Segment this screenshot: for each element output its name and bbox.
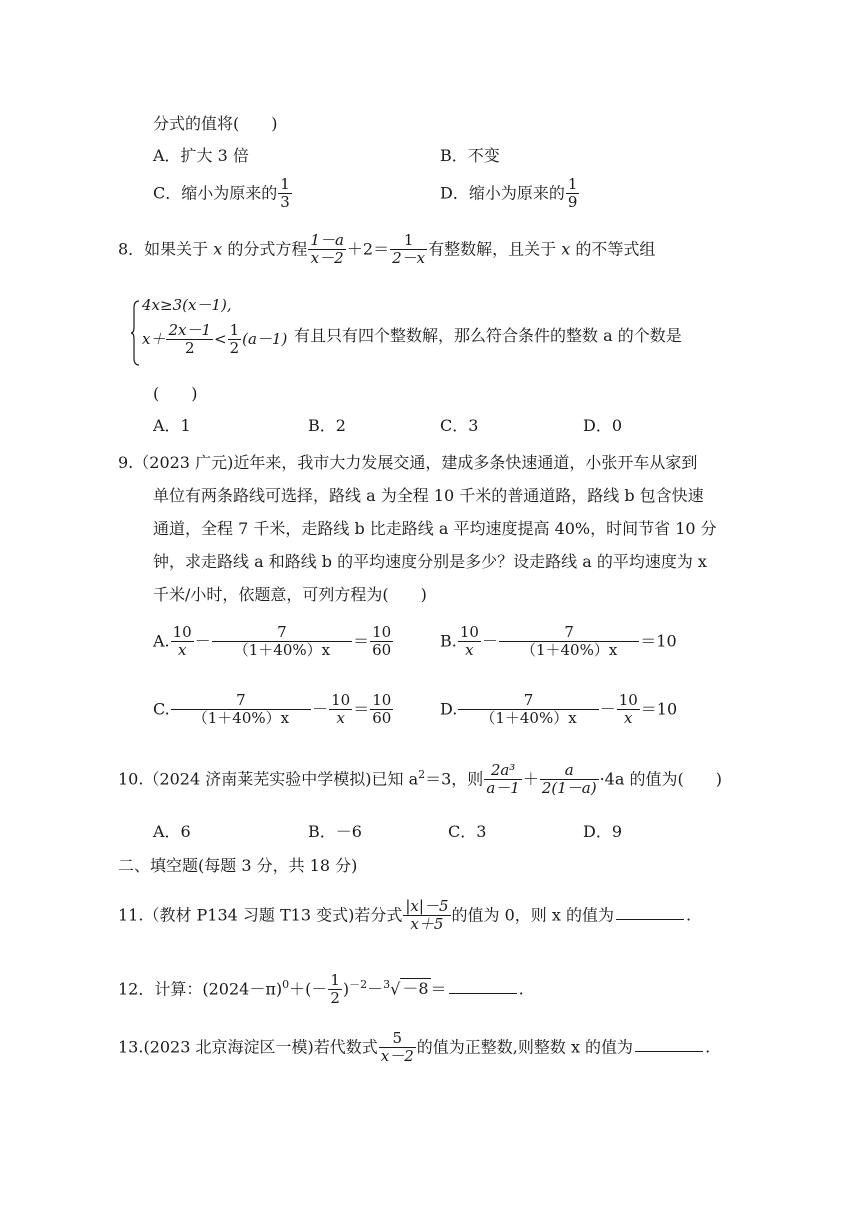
q7-stem: 分式的值将( ) (153, 114, 278, 133)
q8-option-a: A．1 (153, 416, 191, 435)
cube-root: －8 (402, 979, 429, 999)
q12: 12．计算：$(2024-\pi)^0+(-$ $\frac{1}{2}$ )$^{-2}$－$^3$√ －8 ＝ . (118, 971, 524, 1008)
q9-line-2: 单位有两条路线可选择，路线 a 为全程 10 千米的普通道路，路线 b 包含快速 (153, 486, 704, 505)
q9-line-1: 9.（2023 广元)近年来，我市大力发展交通，建成多条快速通道，小张开车从家到 (118, 453, 698, 472)
q8-answer-paren: ( ) (153, 384, 198, 403)
q12-fraction: $\frac{1}{2}$ (330, 971, 340, 1008)
q8-fraction-2: $\frac{1}{2-x}$ (392, 231, 426, 268)
q10-stem: 10.（2024 济南莱芜实验中学模拟)已知 $a^2=3$，则 $\frac{\text{2a³}}{a-1}$ ＋ $\frac{a}{2(1-a)}$ ·4a 的值为( ) (118, 761, 722, 798)
q13-answer-blank[interactable] (635, 1051, 703, 1052)
q8-option-c: C．3 (440, 416, 479, 435)
q7-option-a: A．扩大 3 倍 (153, 146, 249, 165)
q11: 11.（教材 P134 习题 T13 变式)若分式 $\frac{|x|-5}{x+5}$ 的值为 0，则 x 的值为 . (118, 897, 692, 934)
q9-line-3: 通道，全程 7 千米，走路线 b 比走路线 a 平均速度提高 40%，时间节省 10 分 (153, 519, 717, 538)
q13-fraction: $\frac{5}{x-2}$ (380, 1029, 414, 1066)
q9-line-4: 钟，求走路线 a 和路线 b 的平均速度分别是多少？设走路线 a 的平均速度为 x (153, 552, 707, 571)
q11-fraction: $\frac{|x|-5}{x+5}$ (405, 897, 449, 934)
q8-sys-half: $\frac{1}{2}$ (229, 321, 240, 358)
fraction-one-ninth: $\frac{1}{9}$ (567, 175, 578, 212)
q8-line2-tail: 有且只有四个整数解，那么符合条件的整数 a 的个数是 (294, 326, 682, 345)
system-brace (130, 300, 140, 366)
section-heading: 二、填空题(每题 3 分，共 18 分) (118, 856, 358, 875)
q7-option-c-text: C．缩小为原来的 (153, 183, 278, 203)
q9-option-b: B. $\frac{10}{x}$ － $\frac{7}{(1+40\%)x}$ ＝10 (440, 623, 677, 660)
q8-sys-fraction: $\frac{2x-1}{2}$ (168, 321, 212, 358)
q12-answer-blank[interactable] (449, 993, 517, 994)
q8-fraction-1: $\frac{1-a}{x-2}$ (310, 231, 344, 268)
q10-option-d: D．9 (583, 822, 623, 841)
q9-option-a: A. $\frac{10}{x}$ － $\frac{7}{(1+40\%)x}$ ＝ $\frac{10}{60}$ (153, 623, 392, 660)
q7-option-c (153, 176, 293, 212)
q9-option-c: C. $\frac{7}{(1+40\%)x}$ － $\frac{10}{x}$ ＝ $\frac{10}{60}$ (153, 691, 392, 728)
q8-option-b: B．2 (308, 416, 346, 435)
q8-inequality-2: x＋ $\frac{2x-1}{2}$ < $\frac{1}{2}$ (a－1) (142, 321, 288, 358)
q10-option-b: B．－6 (308, 822, 362, 841)
q9-option-d: D. $\frac{7}{(1+40\%)x}$ － $\frac{10}{x}$ ＝10 (440, 691, 678, 728)
q10-option-c: C．3 (448, 822, 487, 841)
q11-answer-blank[interactable] (616, 919, 684, 920)
q7-option-b: B．不变 (440, 146, 500, 165)
q8-inequality-1: 4x≥3(x－1), (142, 296, 232, 314)
q7-option-d-text: D．缩小为原来的 (440, 183, 565, 203)
q8-line1: 8．如果关于 x 的分式方程 $\frac{1-a}{x-2}$ ＋2＝ $\frac{1}{2-x}$ 有整数解，且关于 x 的不等式组 (118, 231, 656, 268)
fraction-one-third: $\frac{1}{3}$ (280, 175, 290, 212)
q10-option-a: A．6 (153, 822, 191, 841)
q10-fraction-2: $\frac{a}{2(1-a)}$ (541, 761, 597, 798)
q9-line-5: 千米/小时，依题意，可列方程为( ) (153, 585, 427, 604)
q7-option-d (440, 176, 580, 212)
q8-option-d: D．0 (583, 416, 623, 435)
q13: 13.(2023 北京海淀区一模)若代数式 $\frac{5}{x-2}$ 的值为正整数,则整数 x 的值为 . (118, 1029, 711, 1066)
q10-fraction-1: $\frac{\text{2a³}}{a-1}$ (486, 761, 520, 798)
